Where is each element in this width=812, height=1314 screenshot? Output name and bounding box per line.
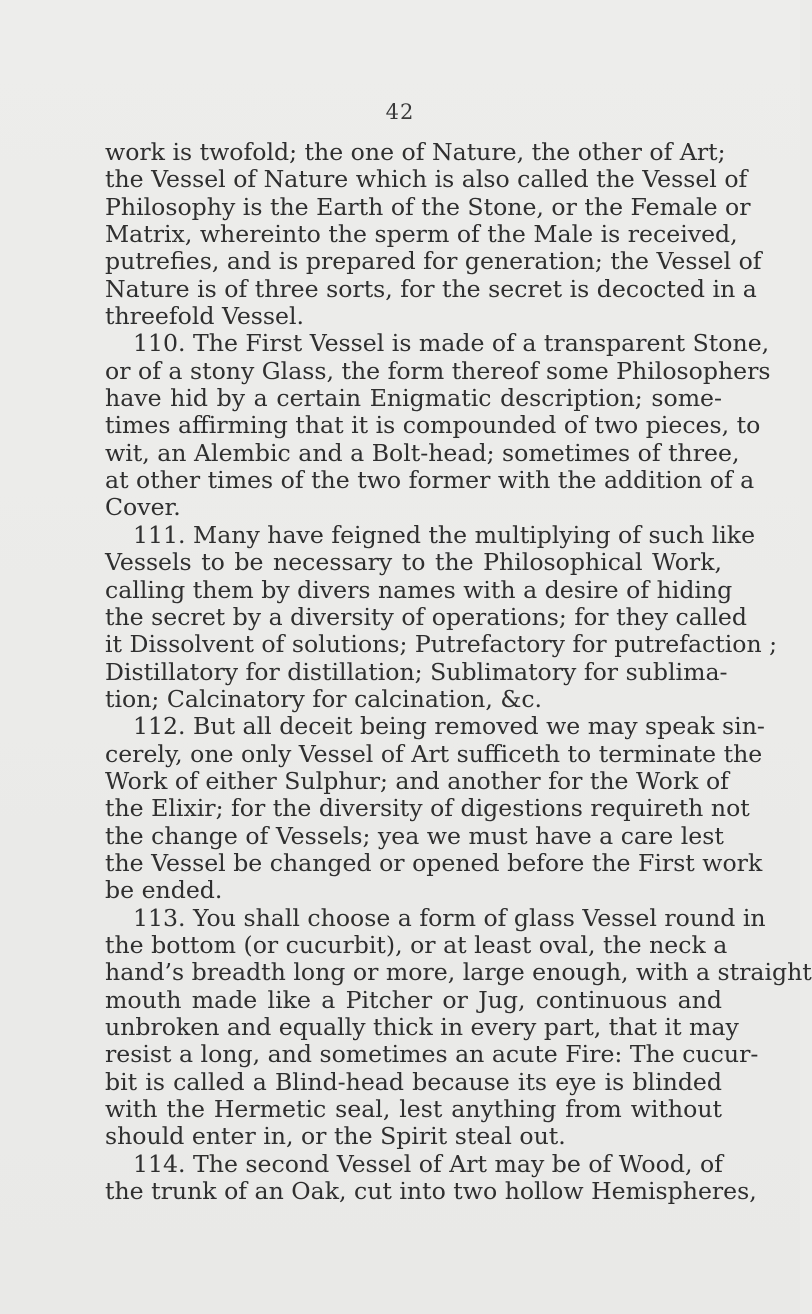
text-line: be ended.: [105, 876, 223, 905]
text-line: Philosophy is the Earth of the Stone, or the Female or: [105, 192, 751, 221]
text-line: the change of Vessels; yea we must have a care lest: [105, 821, 724, 850]
text-line: threefold Vessel.: [105, 302, 305, 331]
text-line: Distillatory for distillation; Sublimatory for sublima-: [105, 657, 728, 686]
text-line: the trunk of an Oak, cut into two hollow Hemispheres,: [105, 1177, 757, 1206]
text-line: unbroken and equally thick in every part, that it may: [105, 1013, 739, 1041]
text-line: Matrix, whereinto the sperm of the Male is received,: [105, 220, 738, 249]
text-line: the Vessel of Nature which is also called the Vessel of: [105, 165, 748, 194]
text-line: have hid by a certain Enigmatic description; some-: [105, 384, 722, 413]
text-line: 111. Many have feigned the multiplying of such like: [133, 520, 756, 549]
text-line: Cover.: [105, 493, 181, 522]
text-line: Nature is of three sorts, for the secret is decocted in a: [105, 274, 757, 303]
body-text: [105, 138, 812, 1206]
text-line: resist a long, and sometimes an acute Fire: The cucur-: [105, 1040, 759, 1069]
text-line: hand’s breadth long or more, large enough, with a straight: [105, 958, 812, 987]
text-line: bit is called a Blind-head because its eye is blinded: [105, 1067, 722, 1096]
text-line: the bottom (or cucurbit), or at least oval, the neck a: [105, 930, 728, 959]
text-line: or of a stony Glass, the form thereof some Philosophers: [105, 356, 771, 385]
text-line: the Elixir; for the diversity of digestions requireth not: [105, 794, 750, 823]
text-line: the Vessel be changed or opened before the First work: [105, 848, 763, 877]
text-line: 114. The second Vessel of Art may be of Wood, of: [133, 1149, 723, 1178]
text-line: 110. The First Vessel is made of a transparent Stone,: [133, 329, 770, 358]
text-line: at other times of the two former with the addition of a: [105, 466, 755, 495]
text-line: 112. But all deceit being removed we may speak sin-: [133, 712, 765, 741]
text-line: Work of either Sulphur; and another for the Work of: [105, 766, 729, 795]
text-line: wit, an Alembic and a Bolt-head; sometimes of three,: [105, 438, 740, 467]
text-line: the secret by a diversity of operations; for they called: [105, 602, 747, 631]
text-line: Vessels to be necessary to the Philosophical Work,: [105, 548, 722, 577]
text-line: it Dissolvent of solutions; Putrefactory for putrefaction ;: [105, 630, 778, 659]
text-line: should enter in, or the Spirit steal out.: [105, 1122, 566, 1151]
text-line: putrefies, and is prepared for generation; the Vessel of: [105, 247, 762, 276]
text-line: cerely, one only Vessel of Art sufficeth to terminate the: [105, 739, 763, 768]
text-line: with the Hermetic seal, lest anything from without: [105, 1095, 722, 1124]
text-line: calling them by divers names with a desire of hiding: [105, 575, 733, 604]
text-line: tion; Calcinatory for calcination, &c.: [105, 684, 543, 713]
text-line: times affirming that it is compounded of two pieces, to: [105, 411, 761, 440]
page-number: 42: [385, 100, 415, 124]
text-line: 113. You shall choose a form of glass Vessel round in: [133, 903, 766, 932]
text-line: mouth made like a Pitcher or Jug, continuous and: [105, 985, 722, 1014]
text-line: work is twofold; the one of Nature, the other of Art;: [105, 138, 726, 166]
